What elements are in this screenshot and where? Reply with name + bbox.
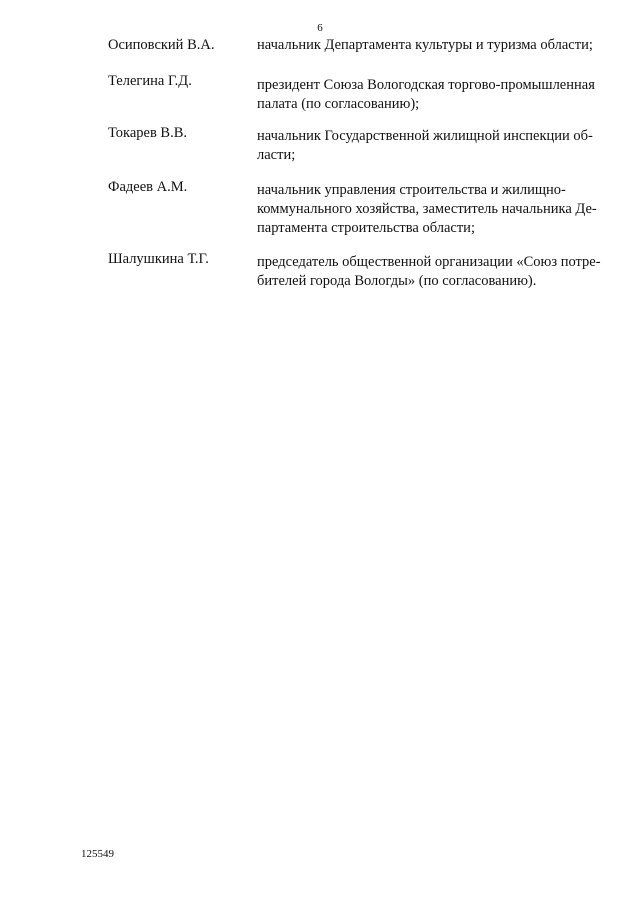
member-position (257, 36, 622, 55)
member-position (257, 253, 622, 291)
position-line: коммунального хозяйства, заместитель начальника Де- (257, 201, 597, 217)
position-line: начальник управления строительства и жилищно- (257, 182, 566, 198)
position-line: ласти; (257, 147, 296, 163)
member-name: Шалушкина Т.Г. (108, 251, 209, 267)
position-line: партамента строительства области; (257, 220, 475, 236)
member-name: Токарев В.В. (108, 125, 188, 141)
document-code: 125549 (81, 848, 114, 860)
position-line: палата (по согласованию); (257, 96, 420, 112)
member-name: Фадеев А.М. (108, 179, 188, 195)
member-name: Осиповский В.А. (108, 37, 215, 53)
member-position (257, 76, 622, 114)
position-line: председатель общественной организации «Союз потре- (257, 254, 601, 270)
position-line: бителей города Вологды» (по согласованию). (257, 273, 537, 289)
position-line: президент Союза Вологодская торгово-промышленная (257, 77, 595, 93)
member-position (257, 181, 622, 238)
member-position (257, 127, 622, 165)
member-name: Телегина Г.Д. (108, 73, 192, 89)
page-number: 6 (317, 22, 323, 34)
position-line: начальник Государственной жилищной инспекции об- (257, 128, 593, 144)
position-line: начальник Департамента культуры и туризма области; (257, 37, 593, 53)
